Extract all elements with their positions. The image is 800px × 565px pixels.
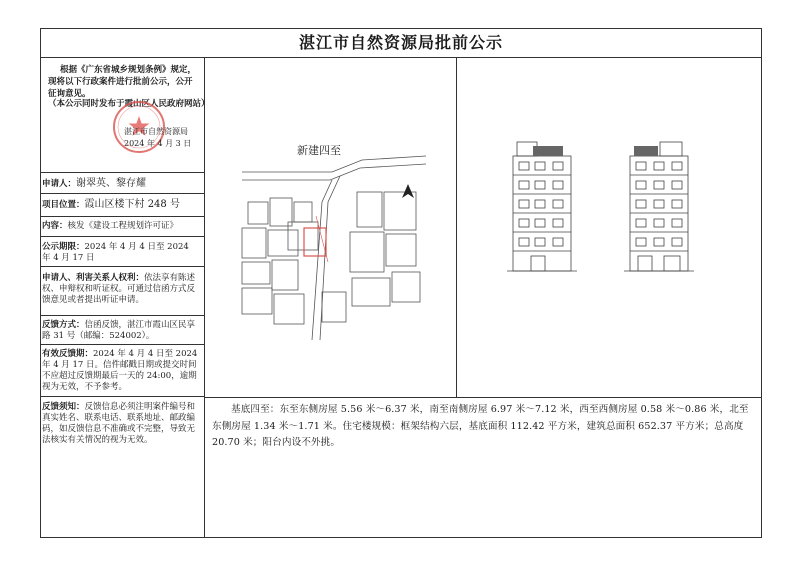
issue-date: 2024 年 4 月 3 日 <box>124 139 192 148</box>
rule-6 <box>40 315 204 316</box>
middle-column-divider <box>456 58 457 397</box>
location-value: 霞山区楼下村 248 号 <box>84 199 180 210</box>
applicant-section <box>42 178 198 190</box>
building-elevation-left <box>503 138 583 278</box>
rights-label: 申请人、利害关系人权利： <box>42 273 145 283</box>
period-label: 公示期限： <box>42 242 85 252</box>
feedback-method-section <box>42 320 198 342</box>
applicant-label: 申请人： <box>42 179 77 189</box>
valid-feedback-label: 有效反馈期： <box>42 349 94 359</box>
feedback-method-value: 信函反馈，湛江市霞山区民享路 31 号（邮编：524002）。 <box>42 320 196 341</box>
intro-paragraph: 根据《广东省城乡规划条例》规定，现将以下行政案件进行批前公示，公开征询意见。 <box>48 65 197 99</box>
rule-4 <box>40 236 204 237</box>
rule-5 <box>40 266 204 267</box>
map-road-label: 新建四至 <box>297 144 341 157</box>
rule-1 <box>40 172 204 173</box>
description-divider <box>204 397 762 398</box>
location-label: 项目位置： <box>42 200 85 210</box>
rights-value: 依法享有陈述权、申辩权和听证权。可通过信函方式反馈意见或者提出听证申请。 <box>42 273 196 305</box>
page-title: 湛江市自然资源局批前公示 <box>40 28 762 58</box>
rule-8 <box>40 396 204 397</box>
applicant-value: 谢翠英、黎存耀 <box>76 178 147 189</box>
feedback-notice-value: 反馈信息必须注明案件编号和真实姓名、联系电话、联系地址、邮政编码，如反馈信息不准确或不完整，导致无法核实有关情况的视为无效。 <box>42 402 196 445</box>
building-elevation-right <box>620 138 700 278</box>
rights-section <box>42 273 198 306</box>
content-section <box>42 221 198 232</box>
valid-feedback-section <box>42 349 198 393</box>
location-section <box>42 199 198 211</box>
content-label: 内容： <box>42 221 68 231</box>
feedback-notice-section <box>42 402 198 446</box>
publish-note: （本公示同时发布于霞山区人民政府网站） <box>48 99 210 109</box>
period-section <box>42 242 198 264</box>
site-map <box>212 132 426 342</box>
content-value: 核发《建设工程规划许可证》 <box>67 221 179 231</box>
period-value: 2024 年 4 月 4 日至 2024 年 4 月 17 日 <box>42 242 189 263</box>
feedback-method-label: 反馈方式： <box>42 320 85 330</box>
building-description: 基底四至：东至东侧房屋 5.56 米～6.37 米，南至南侧房屋 6.97 米～7.12 米，西至西侧房屋 0.58 米～0.86 米，北至东侧房屋 1.34 米～1.71 米。住宅楼规模：框架结构六层，基底面积 112.42 平方米，建筑总面积 652.37 平方米；总高度 20.70 米；阳台内设不外挑。 <box>212 404 749 448</box>
rule-3 <box>40 216 204 217</box>
feedback-notice-label: 反馈须知： <box>42 402 85 412</box>
valid-feedback-value: 2024 年 4 月 4 日至 2024 年 4 月 17 日。信件邮戳日期或提交时间不应超过反馈期最后一天的 24:00，逾期视为无效，不予参考。 <box>42 349 198 392</box>
rule-7 <box>40 344 204 345</box>
issuer-name: 湛江市自然资源局 <box>124 127 188 136</box>
rule-2 <box>40 193 204 194</box>
